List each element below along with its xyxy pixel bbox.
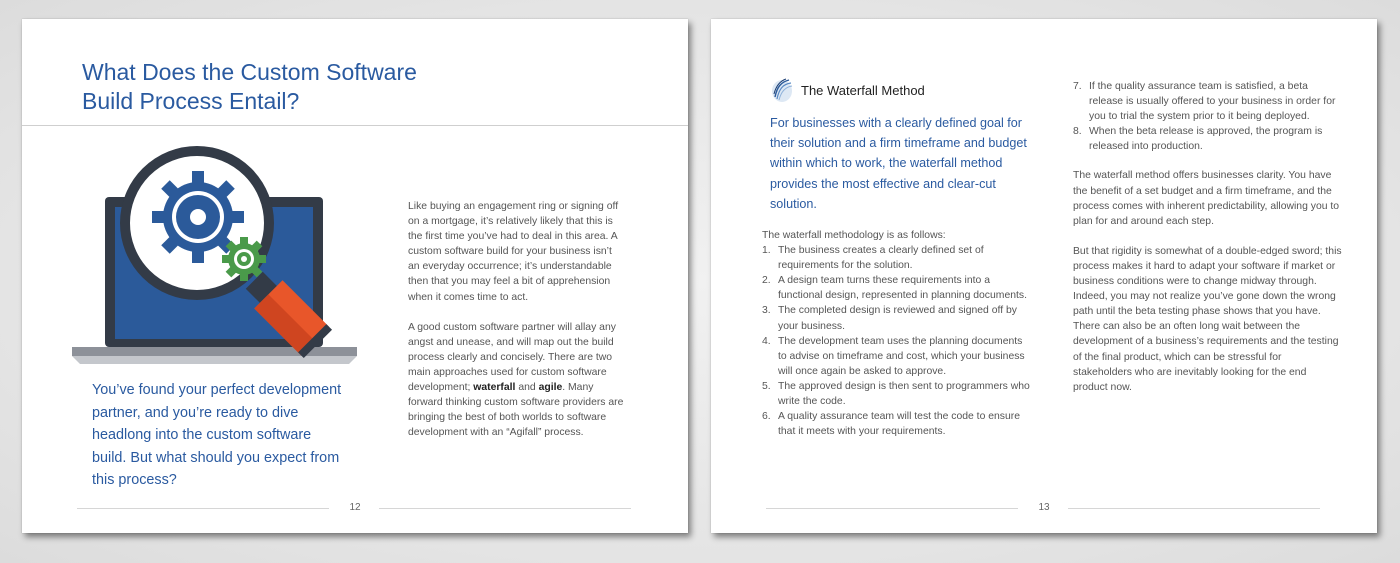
step-text: When the beta release is approved, the program is released into production. (1089, 126, 1323, 153)
page-number: 13 (1038, 502, 1050, 513)
step-number: 8. (1073, 126, 1082, 138)
summary-paragraph-2: But that rigidity is somewhat of a double-edged sword; this process makes it hard to adapt your software if market or business conditions were to change midway through. Indeed, you may not realize you’ve gone down the wrong path until the beta testing phase shows that you have. There can also be an often long wait between the development of a business’s requirements and the testing of the final product, which can be stressful for stakeholders who are inevitably looking for the end product now. (1073, 245, 1342, 393)
footer-rule-left (766, 508, 1018, 509)
list-intro: The waterfall methodology is as follows: (762, 230, 946, 241)
laptop-magnifier-gears-icon (72, 141, 372, 371)
lead-paragraph: You’ve found your perfect development partner, and you’re ready to dive headlong into the custom software build. But what should you expect from this process? (92, 382, 342, 488)
page-number: 12 (349, 502, 361, 513)
section-title: The Waterfall Method (801, 82, 925, 98)
lead-paragraph: For businesses with a clearly defined goal for their solution and a firm timeframe and budget within which to work, the waterfall method provides the most effective and clear-cut solution. (770, 116, 1027, 211)
page-12 (22, 19, 688, 533)
step-text: The completed design is reviewed and signed off by your business. (778, 305, 1017, 332)
footer-rule-right (379, 508, 631, 509)
list-item (762, 334, 1032, 379)
section-heading (771, 77, 925, 103)
bold-term-waterfall: waterfall (473, 382, 516, 394)
steps-column (762, 228, 1032, 439)
step-text: The business creates a clearly defined set of requirements for the solution. (778, 245, 984, 272)
step-text: If the quality assurance team is satisfied, a beta release is usually offered to your business in order for you to trial the system prior to it being deployed. (1089, 81, 1336, 123)
list-item (762, 379, 1032, 409)
step-text: A quality assurance team will test the code to ensure that it meets with your requirements. (778, 411, 1021, 438)
footer-rule-right (1068, 508, 1320, 509)
step-number: 1. (762, 245, 771, 257)
step-text: A design team turns these requirements into a functional design, represented in planning documents. (778, 275, 1027, 302)
list-item (1073, 79, 1343, 124)
step-number: 6. (762, 411, 771, 423)
paragraph-2-start: A good custom software partner will allay any angst and unease, and will map out the build process clearly and concisely. There are two main approaches used for custom software development; (408, 321, 616, 394)
bold-term-agile: agile (538, 382, 563, 394)
title-line-2: Build Process Entail? (82, 88, 300, 114)
step-number: 2. (762, 275, 771, 287)
list-item (762, 243, 1032, 273)
paragraph-2-end: . Many forward thinking custom software providers are bringing the best of both worlds to software development with an “Agifall” process. (408, 382, 624, 439)
step-number: 4. (762, 335, 771, 347)
footer-rule-left (77, 508, 329, 509)
list-item (1073, 124, 1343, 154)
steps-list (762, 243, 1032, 439)
steps-list-continued (1073, 79, 1343, 154)
step-text: The development team uses the planning documents to advise on timeframe and cost, which your business will once again be asked to approve. (778, 335, 1025, 377)
summary-paragraph-1: The waterfall method offers businesses clarity. You have the benefit of a set budget and a firm timeframe, and the process comes with inherent predictability, allowing you to plan for and around each step. (1073, 170, 1340, 227)
list-item (762, 273, 1032, 303)
title-divider (22, 125, 688, 126)
step-number: 3. (762, 305, 771, 317)
title-line-1: What Does the Custom Software (82, 59, 417, 85)
and-text: and (515, 382, 539, 394)
page-13 (711, 19, 1377, 533)
intro-paragraph-1: Like buying an engagement ring or signing off on a mortgage, it’s relatively likely that this is the first time you’ve had to deal in this area. A custom software build for your business isn’t an everyday occurrence; it’s understandable then that you may feel a bit of apprehension when it comes time to act. (408, 201, 619, 303)
step-number: 7. (1073, 81, 1082, 92)
step-text: The approved design is then sent to programmers who write the code. (778, 380, 1030, 408)
waterfall-logo-icon (771, 77, 793, 103)
page-title (82, 58, 502, 116)
intro-paragraph-2 (408, 320, 626, 441)
list-item (762, 303, 1032, 333)
summary-column (1073, 79, 1343, 395)
intro-column (408, 199, 626, 455)
step-number: 5. (762, 380, 771, 392)
list-item (762, 409, 1032, 439)
